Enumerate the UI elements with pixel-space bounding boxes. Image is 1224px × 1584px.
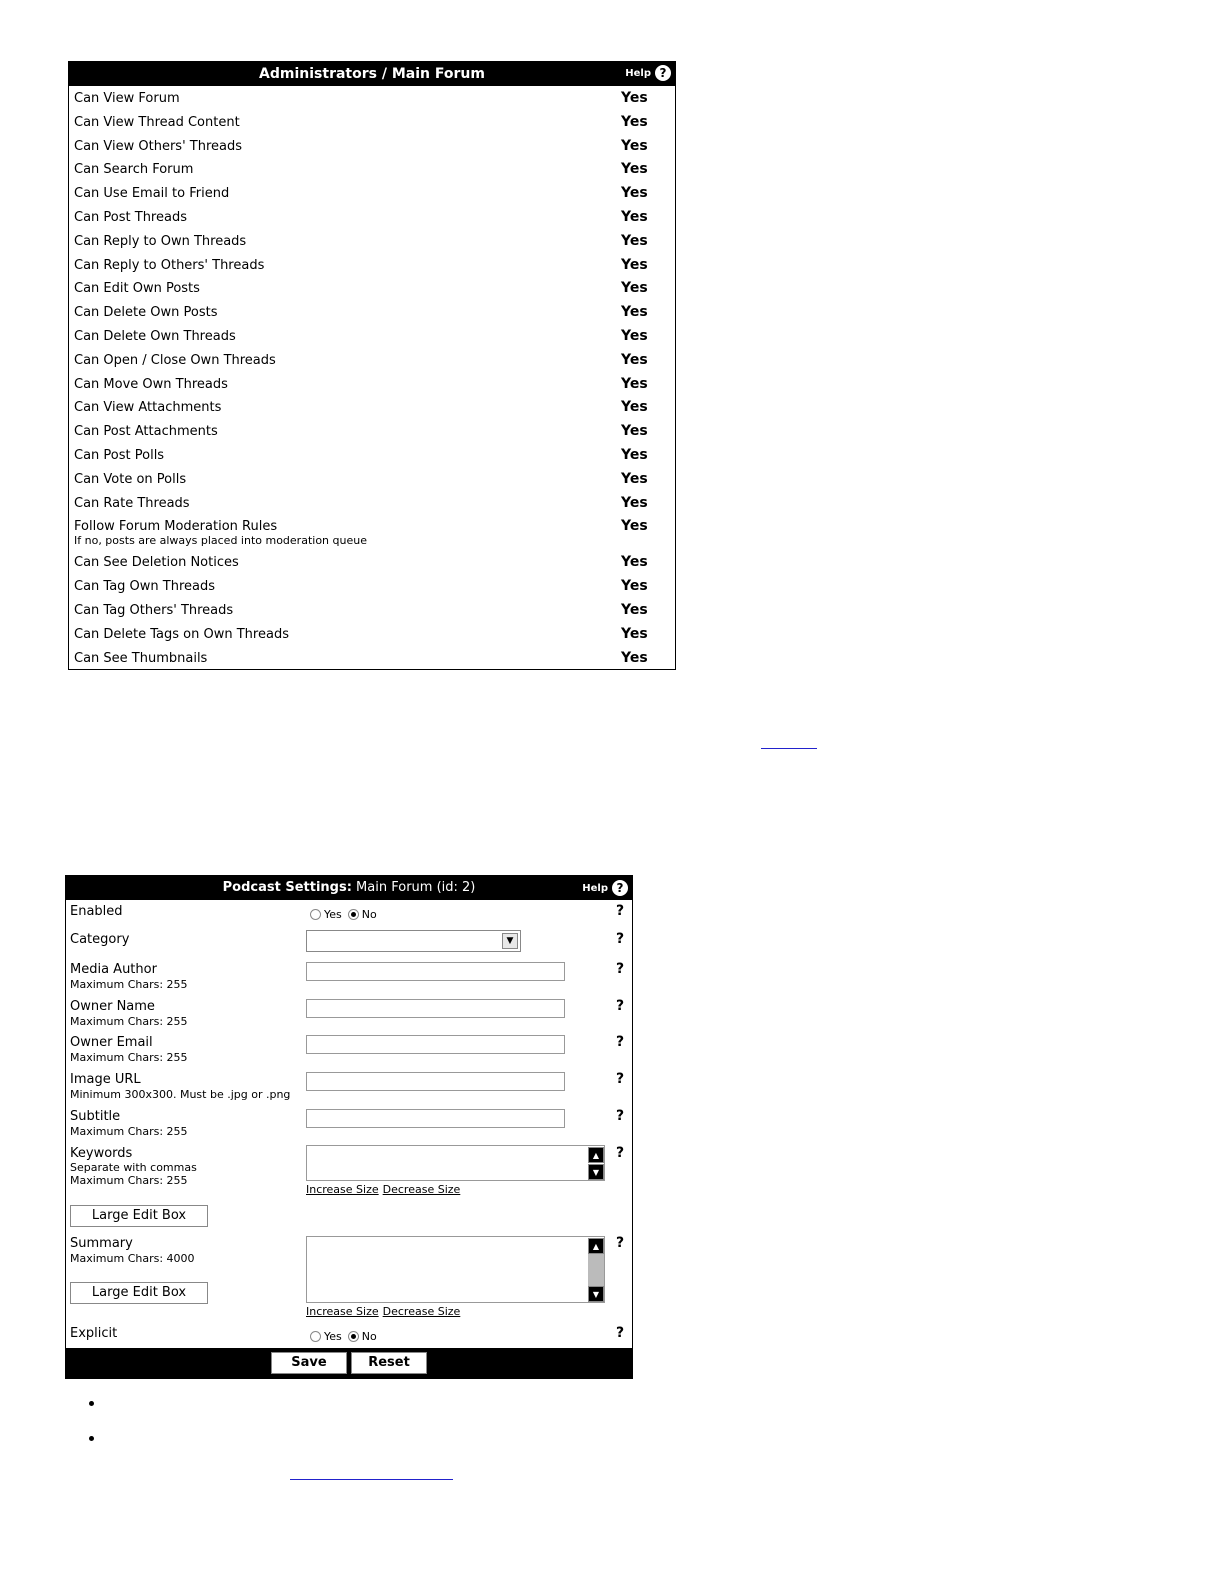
keywords-max-hint: Maximum Chars: 255 [70, 1174, 188, 1187]
enabled-yes-radio[interactable] [310, 909, 321, 920]
summary-hint: Maximum Chars: 4000 [70, 1252, 195, 1265]
scroll-down-icon[interactable]: ▼ [588, 1286, 604, 1302]
summary-size-links [306, 1305, 464, 1318]
permission-value: Yes [621, 327, 648, 344]
permission-value: Yes [621, 208, 648, 225]
media-author-hint: Maximum Chars: 255 [70, 978, 188, 991]
form-footer [66, 1348, 632, 1378]
table-row [69, 300, 675, 324]
permission-label: Can Post Threads [74, 209, 187, 225]
permission-value: Yes [621, 625, 648, 642]
yes-label: Yes [324, 908, 342, 921]
table-row [69, 550, 675, 574]
podcast-title: Podcast Settings: Main Forum (id: 2) [222, 880, 476, 895]
permission-value: Yes [621, 304, 648, 321]
permission-label: Can Rate Threads [74, 495, 190, 511]
summary-increase-size-link[interactable]: Increase Size [306, 1305, 379, 1318]
table-row [69, 514, 675, 550]
summary-help-icon[interactable]: ? [616, 1235, 625, 1251]
permission-value: Yes [621, 649, 648, 666]
keywords-increase-size-link[interactable]: Increase Size [306, 1183, 379, 1196]
permission-label: Can Search Forum [74, 162, 194, 178]
permission-label: Can Edit Own Posts [74, 281, 200, 297]
owner-email-label: Owner Email [70, 1035, 153, 1050]
keywords-hint: Separate with commas [70, 1161, 197, 1174]
help-icon: ? [655, 65, 671, 81]
media-author-label: Media Author [70, 962, 157, 977]
save-button[interactable]: Save [271, 1352, 347, 1374]
table-row [69, 157, 675, 181]
table-row [69, 372, 675, 396]
permission-label: Can View Others' Threads [74, 138, 243, 154]
permission-label: Can Use Email to Friend [74, 186, 230, 202]
permission-value: Yes [621, 554, 648, 571]
image-url-label: Image URL [70, 1072, 141, 1087]
list-bullet [89, 1401, 94, 1406]
table-row [69, 419, 675, 443]
permission-label: Can View Forum [74, 91, 180, 106]
reset-button[interactable]: Reset [351, 1352, 427, 1374]
keywords-textarea[interactable] [306, 1145, 605, 1181]
media-author-help-icon[interactable]: ? [616, 961, 625, 977]
permission-value: Yes [621, 90, 648, 106]
owner-name-help-icon[interactable]: ? [616, 998, 625, 1014]
subtitle-input[interactable] [306, 1109, 565, 1128]
owner-email-hint: Maximum Chars: 255 [70, 1051, 188, 1064]
permission-value: Yes [621, 518, 648, 535]
owner-name-input[interactable] [306, 999, 565, 1018]
table-row [69, 253, 675, 277]
permission-label: Can See Deletion Notices [74, 555, 239, 571]
table-row [69, 110, 675, 134]
permission-label: Can See Thumbnails [74, 650, 208, 666]
explicit-no-radio[interactable] [348, 1331, 359, 1342]
permission-label: Can Reply to Own Threads [74, 233, 247, 249]
table-row [69, 324, 675, 348]
enabled-help-icon[interactable]: ? [616, 903, 625, 919]
subtitle-hint: Maximum Chars: 255 [70, 1125, 188, 1138]
no-label: No [361, 908, 377, 921]
permission-label: Can Open / Close Own Threads [74, 352, 276, 368]
explicit-help-icon[interactable]: ? [616, 1325, 625, 1341]
table-row [69, 229, 675, 253]
permission-label: Can Post Attachments [74, 424, 218, 440]
table-row [69, 276, 675, 300]
table-row [69, 348, 675, 372]
permission-label: Can Move Own Threads [74, 376, 228, 392]
table-row [69, 491, 675, 515]
podcast-help-link[interactable] [582, 880, 628, 896]
summary-label: Summary [70, 1236, 133, 1251]
permission-value: Yes [621, 470, 648, 487]
permission-label: Can Reply to Others' Threads [74, 257, 265, 273]
permission-value: Yes [621, 446, 648, 463]
category-label: Category [70, 932, 130, 947]
table-row [69, 134, 675, 158]
chevron-down-icon: ▼ [502, 933, 518, 949]
help-label: Help [625, 67, 651, 79]
permissions-help-link[interactable] [625, 65, 671, 81]
permission-value: Yes [621, 494, 648, 511]
owner-email-input[interactable] [306, 1035, 565, 1054]
permission-label: Can View Attachments [74, 400, 222, 416]
permission-value: Yes [621, 161, 648, 178]
image-url-help-icon[interactable]: ? [616, 1071, 625, 1087]
permission-value: Yes [621, 578, 648, 595]
permission-label: Can Delete Tags on Own Threads [74, 626, 289, 642]
link[interactable] [761, 748, 817, 749]
category-select[interactable] [306, 930, 521, 952]
enabled-no-radio[interactable] [348, 909, 359, 920]
no-label: No [361, 1330, 377, 1343]
image-url-input[interactable] [306, 1072, 565, 1091]
permission-value: Yes [621, 232, 648, 249]
permission-label: Can View Thread Content [74, 114, 240, 130]
permission-value: Yes [621, 601, 648, 618]
scroll-up-icon[interactable]: ▲ [588, 1238, 604, 1254]
permission-value: Yes [621, 137, 648, 154]
keywords-size-links [306, 1183, 464, 1196]
permission-label: Can Tag Own Threads [74, 579, 216, 595]
media-author-input[interactable] [306, 962, 565, 981]
table-row [69, 598, 675, 622]
scroll-up-icon[interactable]: ▲ [588, 1147, 604, 1163]
permission-label: Can Delete Own Posts [74, 305, 218, 321]
permission-value: Yes [621, 351, 648, 368]
keywords-decrease-size-link[interactable]: Decrease Size [382, 1183, 461, 1196]
help-icon: ? [612, 880, 628, 896]
permission-label: Can Post Polls [74, 447, 165, 463]
keywords-large-edit-box-button[interactable]: Large Edit Box [70, 1205, 208, 1227]
enabled-label: Enabled [70, 904, 123, 919]
permissions-header [69, 62, 675, 86]
permission-value: Yes [621, 399, 648, 416]
summary-large-edit-box-button[interactable]: Large Edit Box [70, 1282, 208, 1304]
link[interactable] [290, 1479, 453, 1480]
table-row [69, 646, 675, 670]
category-help-icon[interactable]: ? [616, 931, 625, 947]
explicit-label: Explicit [70, 1326, 118, 1341]
permission-hint: If no, posts are always placed into moderation queue [74, 534, 367, 548]
summary-textarea[interactable] [306, 1236, 605, 1303]
subtitle-label: Subtitle [70, 1109, 121, 1124]
permissions-table [68, 61, 676, 670]
table-row [69, 205, 675, 229]
scrollbar-track[interactable] [588, 1254, 604, 1287]
summary-decrease-size-link[interactable]: Decrease Size [382, 1305, 461, 1318]
enabled-radio-group [310, 908, 383, 921]
table-row [69, 467, 675, 491]
keywords-help-icon[interactable]: ? [616, 1145, 625, 1161]
table-row [69, 395, 675, 419]
permission-value: Yes [621, 423, 648, 440]
podcast-settings-form [65, 875, 633, 1379]
subtitle-help-icon[interactable]: ? [616, 1108, 625, 1124]
permission-label: Can Tag Others' Threads [74, 602, 234, 618]
help-label: Help [582, 882, 608, 894]
permission-value: Yes [621, 280, 648, 297]
podcast-header [66, 876, 632, 900]
scroll-down-icon[interactable]: ▼ [588, 1164, 604, 1180]
keywords-label: Keywords [70, 1146, 133, 1161]
list-bullet [89, 1436, 94, 1441]
yes-label: Yes [324, 1330, 342, 1343]
explicit-yes-radio[interactable] [310, 1331, 321, 1342]
owner-email-help-icon[interactable]: ? [616, 1034, 625, 1050]
permission-value: Yes [621, 185, 648, 202]
explicit-radio-group [310, 1330, 383, 1343]
permission-value: Yes [621, 113, 648, 130]
permission-label: Follow Forum Moderation Rules [74, 519, 278, 535]
table-row [69, 86, 675, 110]
owner-name-hint: Maximum Chars: 255 [70, 1015, 188, 1028]
table-row [69, 574, 675, 598]
table-row [69, 622, 675, 646]
permission-label: Can Vote on Polls [74, 471, 187, 487]
table-row [69, 443, 675, 467]
permissions-title: Administrators / Main Forum [259, 66, 485, 82]
owner-name-label: Owner Name [70, 999, 155, 1014]
permission-value: Yes [621, 256, 648, 273]
permission-value: Yes [621, 375, 648, 392]
table-row [69, 181, 675, 205]
permission-label: Can Delete Own Threads [74, 328, 236, 344]
image-url-hint: Minimum 300x300. Must be .jpg or .png [70, 1088, 291, 1101]
